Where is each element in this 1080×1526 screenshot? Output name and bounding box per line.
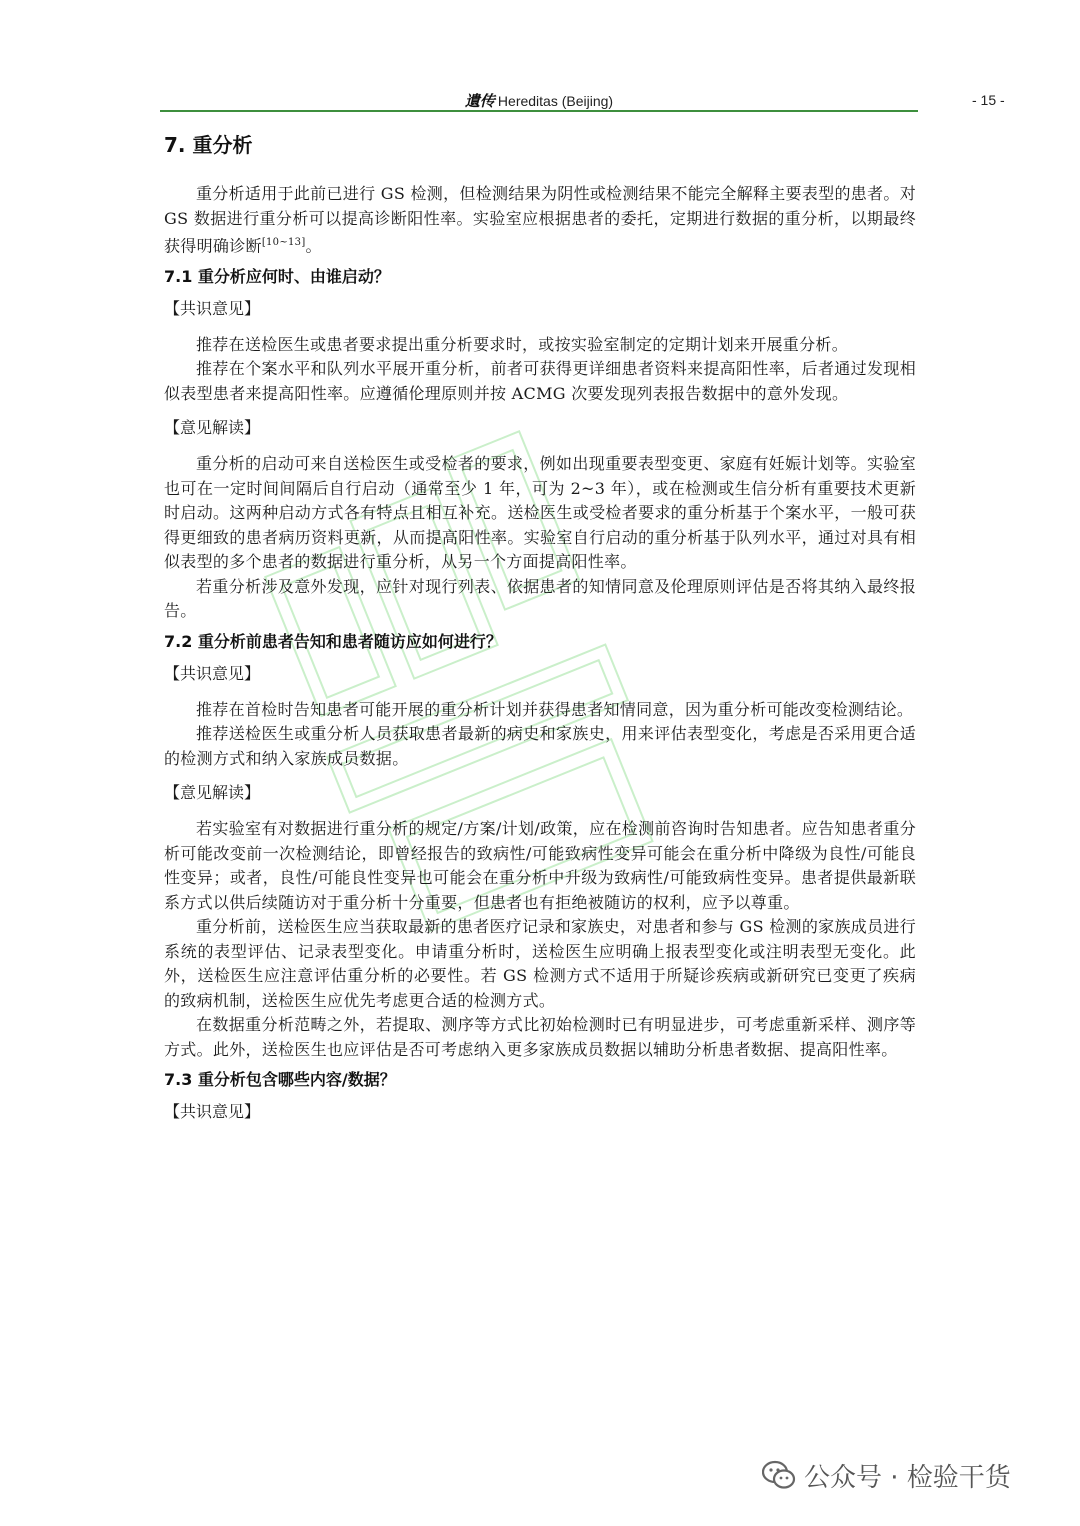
section-title: 7. 重分析 xyxy=(164,133,253,157)
subsection-7-3-heading: 7.3 重分析包含哪些内容/数据？ xyxy=(164,1070,396,1090)
document-body xyxy=(164,128,916,1136)
paragraph: 推荐在送检医生或患者要求提出重分析要求时，或按实验室制定的定期计划来开展重分析。 xyxy=(196,334,849,354)
paragraph: 推荐在个案水平和队列水平展开重分析，前者可获得更详细患者资料来提高阳性率，后者通过发现相似表型患者来提高阳性率。应遵循伦理原则并按 ACMG 次要发现列表报告数据中的意外发现。 xyxy=(164,359,916,403)
paragraph: 若重分析涉及意外发现，应针对现行列表、依据患者的知情同意及伦理原则评估是否将其纳入最终报告。 xyxy=(164,576,916,621)
wechat-text: 公众号 · 检验干货 xyxy=(804,1462,1011,1493)
intro-end: 。 xyxy=(305,236,322,256)
journal-name: Hereditas (Beijing) xyxy=(497,93,614,109)
page-number: - 15 - xyxy=(972,92,1005,108)
interpretation-tag: 【意见解读】 xyxy=(164,783,261,803)
consensus-tag: 【共识意见】 xyxy=(164,663,261,683)
paragraph: 推荐在首检时告知患者可能开展的重分析计划并获得患者知情同意，因为重分析可能改变检测结论。 xyxy=(196,699,914,719)
page-header xyxy=(160,88,918,112)
paragraph: 推荐送检医生或重分析人员获取患者最新的病史和家族史，用来评估表型变化，考虑是否采用更合适的检测方式和纳入家族成员数据。 xyxy=(164,724,916,768)
wechat-icon xyxy=(762,1460,796,1490)
wechat-watermark xyxy=(762,1458,1011,1492)
consensus-tag: 【共识意见】 xyxy=(164,298,261,318)
intro-citation: [10~13] xyxy=(261,237,306,248)
consensus-tag: 【共识意见】 xyxy=(164,1102,261,1122)
intro-text: 重分析适用于此前已进行 GS 检测，但检测结果为阴性或检测结果不能完全解释主要表型的患者。对 GS 数据进行重分析可以提高诊断阳性率。实验室应根据患者的委托，定期进行数据的重分析，以期最终获得明确诊断 xyxy=(164,184,916,256)
paragraph: 在数据重分析范畴之外，若提取、测序等方式比初始检测时已有明显进步，可考虑重新采样、测序等方式。此外，送检医生也应评估是否可考虑纳入更多家族成员数据以辅助分析患者数据、提高阳性率。 xyxy=(164,1015,916,1059)
journal-title xyxy=(160,90,918,111)
paragraph: 重分析前，送检医生应当获取最新的患者医疗记录和家族史，对患者和参与 GS 检测的家族成员进行系统的表型评估、记录表型变化。申请重分析时，送检医生应明确上报表型变化或注明表型无变化。此外，送检医生应注意评估重分析的必要性。若 GS 检测方式不适用于所疑诊疾病或新研究已变更了疾病的致病机制，送检医生应优先考虑更合适的检测方式。 xyxy=(164,917,916,1010)
journal-logo: 遺传 xyxy=(464,92,495,110)
paragraph: 若实验室有对数据进行重分析的规定/方案/计划/政策，应在检测前咨询时告知患者。应告知患者重分析可能改变前一次检测结论，即曾经报告的致病性/可能致病性变异可能会在重分析中降级为良性/可能良性变异；或者，良性/可能良性变异也可能会在重分析中升级为致病性/可能致病性变异。患者提供最新联系方式以供后续随访对于重分析十分重要，但患者也有拒绝被随访的权利，应予以尊重。 xyxy=(164,819,916,912)
paragraph: 重分析的启动可来自送检医生或受检者的要求，例如出现重要表型变更、家庭有妊娠计划等。实验室也可在一定时间间隔后自行启动（通常至少 1 年，可为 2~3 年），或在检测或生信分析有重要技术更新时启动。这两种启动方式各有特点且相互补充。送检医生或受检者要求的重分析基于个案水平，一般可获得更细致的患者病历资料更新，从而提高阳性率。实验室自行启动的重分析基于队列水平，通过对具有相似表型的多个患者的数据进行重分析，从另一个方面提高阳性率。 xyxy=(164,454,916,572)
subsection-7-1-heading: 7.1 重分析应何时、由谁启动？ xyxy=(164,266,390,286)
interpretation-tag: 【意见解读】 xyxy=(164,418,261,438)
section-intro xyxy=(164,182,916,259)
subsection-7-2-heading: 7.2 重分析前患者告知和患者随访应如何进行？ xyxy=(164,631,502,651)
